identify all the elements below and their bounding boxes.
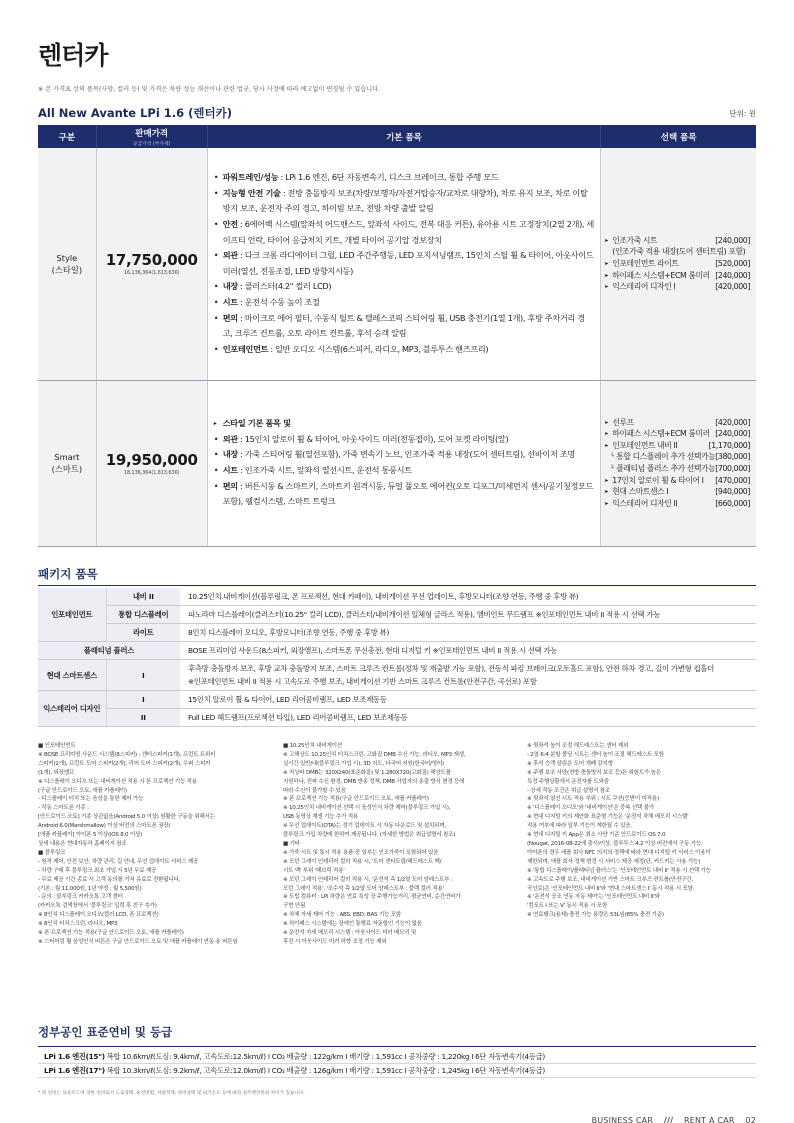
package-smartsense-desc-2: ※인포테인먼트 내비 II 적용 시 고속도로 주행 보조, 내비게이션 기반 스마트 크루즈 컨트롤(안전구간, 곡선로) 포함 (188, 677, 537, 686)
notes-column-3 (527, 742, 763, 920)
table-row-smart (38, 380, 756, 546)
note-line-2-10: ※ 무선 업데이트(OTA)는 정기 업데이트 시 자동 다운로드 및 설치되며, (283, 823, 446, 830)
note-line-2-6: 따라 수신이 불가할 수 있음 (283, 787, 346, 794)
basic-item-text: : 마이크로 에어 필터, 수동식 틸트 & 텔레스코픽 스티어링 휠, USB 충전기(1열 1개), 후방 주차거리 경고, 크루즈 컨트롤, 오토 라이트 컨트롤, 후석 승객 알림 (222, 312, 585, 339)
option-item-style-3 (605, 258, 750, 270)
basic-style (207, 148, 601, 380)
trim-style (38, 148, 96, 380)
price-smart-value: 19,950,000 (105, 450, 198, 469)
package-display-desc: 파노라마 디스플레이(클러스터(10.25" 컬러 LCD), 클러스터/내비게이션 일체형 글라스 적용), 앰비언트 무드램프 ※인포테인먼트 내비 II 적용 시 선택 가능 (180, 606, 756, 624)
header-price (96, 125, 207, 148)
basic-item-style-4 (214, 248, 595, 279)
package-platinum-name: 플래티넘 플러스 (38, 642, 180, 660)
package-smartsense-sub: I (106, 660, 180, 691)
option-name: ▸ 선루프 (612, 417, 634, 427)
package-exterior-desc-1: 15인치 알로이 휠 & 타이어, LED 리어콤비램프, LED 보조제동등 (180, 691, 756, 709)
note-line-3-6: - 상세 작동 조건은 취급 설명서 참조 (527, 787, 611, 794)
option-item-style-4 (605, 270, 750, 282)
package-row-navi2 (38, 588, 756, 606)
basic-item-label: 외관 (222, 250, 238, 261)
note-line-3-4: ※ 주행 보조 사양(전방 충돌방지 보조 등)은 위험도가 높은 (527, 769, 661, 776)
package-exterior-desc-2: Full LED 헤드램프(프로젝션 타입), LED 리어콤비램프, LED 보조제동등 (180, 709, 756, 727)
basic-item-label: 시트 (222, 296, 238, 307)
table-row-style (38, 148, 756, 380)
option-price: [520,000] (715, 258, 750, 268)
note-line-1-12: 상세 내용은 현대자동차 홈페이지 참조 (38, 840, 127, 847)
note-line-3-18: ※ '운전석 공조 연동 자동 제어'는 '인포테인먼트 내비 II'와 (527, 894, 660, 901)
basic-item-text: : 일반 오디오 시스템(6스피커, 라디오, MP3, 블루투스 핸즈프리) (268, 343, 489, 354)
note-line-2-12: ■ 기타 (283, 840, 300, 847)
package-smartsense-name: 현대 스마트센스 (38, 660, 106, 691)
note-line-2-3: 실시간 일반/내(블루링크 가입 시), 3D 지도, 다국어 지원(한국어/영어) (283, 760, 444, 767)
basic-item-smart-3 (214, 447, 595, 463)
note-line-2-9: USB 동영상 재생 기능 추가 적용 (283, 814, 359, 821)
option-name: (인조가죽 적용 내장(도어 센터트림) 포함) (612, 247, 746, 257)
note-line-1-18: - 문의 : 블루링크 카카오톡 고객 센터 (38, 894, 123, 901)
package-platinum-desc: BOSE 프리미엄 사운드(8스피커, 외장앰프), 스마트폰 무선충전, 현대 디지털 키 ※인포테인먼트 내비 II 적용 시 선택 가능 (180, 642, 756, 660)
note-line-2-1: ■ 10.25인치 내비게이션 (283, 743, 342, 749)
price-smart-sub: 18,136,364(1,813,636) (123, 470, 180, 476)
note-line-3-12: (Nougat, 2016-08-22에 출시)이상, 블루투스 4.2 이상 버전에서 구동 가능. (527, 840, 703, 847)
header-options: 선택 품목 (601, 125, 756, 148)
note-line-3-3: ※ 후석 승객 알림은 도어 개폐 감지형 (527, 760, 613, 767)
option-item-smart-2 (605, 428, 750, 440)
basic-item-style-3 (214, 217, 595, 248)
option-item-style-1 (605, 235, 750, 247)
option-price: [240,000] (715, 270, 750, 280)
option-price: [240,000] (715, 429, 750, 439)
option-price: [700,000] (715, 464, 750, 473)
basic-item-smart-2 (214, 432, 595, 448)
option-name: ▸ 인포테인먼트 라이트 (612, 258, 679, 268)
fuel-section-title: 정부공인 표준연비 및 등급 (38, 1025, 173, 1039)
basic-item-style-5 (214, 279, 595, 295)
note-line-1-7: - 디스플레이 터치 또는 음성을 통한 제어 가능 (38, 796, 144, 803)
basic-item-label: 인포테인먼트 (222, 343, 269, 354)
note-line-2-5: 지원하나, 전파 수신 환경, DMB 방송 정책, DMB 사업자의 송출 방식 변경 등에 (283, 778, 465, 785)
option-price: [1,170,000] (708, 440, 750, 450)
package-row-exterior2 (38, 709, 756, 727)
basic-item-label: 파워트레인/성능 (222, 172, 279, 183)
note-line-1-2: ※ BOSE 프리미엄 사운드 시스템(8스피커) : 센터스피커(1개), 프런트 트위터 (38, 751, 216, 758)
package-smartsense-desc-1: 후측방 충돌방지 보조, 후방 교차 충돌방지 보조, 스마트 크루즈 컨트롤(정차 및 재출발 기능 포함), 전동식 파킹 브레이크(오토홀드 포함), 안전 하차 경고, 길이 가변형 컵홀더 (188, 664, 714, 673)
note-line-1-8: - 작동 스마트폰 기종 : (38, 805, 89, 812)
model-title: All New Avante LPi 1.6 (렌터카) (38, 106, 232, 120)
basic-item-style-1 (214, 170, 595, 186)
note-line-1-19: (카카오톡 검색창에서 '블루링크' 입력 후 친구 추가) (38, 903, 157, 910)
option-name: └ 통합 디스플레이 추가 선택가능 (616, 452, 716, 462)
basic-item-label: 시트 (222, 465, 238, 475)
package-row-platinum (38, 642, 756, 660)
option-item-smart-3 (605, 440, 750, 452)
option-name: ▸ 익스테리어 디자인 I (612, 282, 676, 292)
note-line-2-2: ※ 고해상도 10.25인치 터치스크린, 고화질 DMB 수신 가능, 라디오, MP3 재생, (283, 751, 466, 758)
basic-item-style-7 (214, 311, 595, 342)
note-line-1-4: (1개), 외장앰프 (38, 769, 74, 776)
package-row-exterior1 (38, 691, 756, 709)
option-price: [380,000] (715, 452, 750, 462)
option-name: ▸ 인조가죽 시트 (612, 235, 658, 245)
note-line-1-20: ※ 8인치 디스플레이 오디오(컬러 LCD, 폰 프로젝션) (38, 912, 159, 919)
note-line-1-13: ■ 블루링크 (38, 849, 66, 856)
package-smartsense-desc (180, 660, 756, 691)
package-navi2-name: 내비 II (106, 588, 180, 606)
note-line-1-17: (기본 : 월 11,000원, 1년 약정 : 월 5,500원) (38, 885, 142, 892)
note-line-2-21: ※ 하이패스 시스템에는 장애인 통행료 자동할인 기능이 없음 (283, 921, 422, 928)
note-line-2-15: 시트 백' 부위 '패브릭 적용' (283, 867, 345, 874)
note-line-3-7: ※ 뒷좌석 열선 시트 적용 부위 : 시트 쿠션(등받이 미적용) (527, 796, 659, 803)
note-line-1-16: - 무료 제공 기간 종료 시 고객 동의를 거쳐 유료로 전환됩니다. (38, 876, 181, 883)
basic-item-smart-4 (214, 463, 595, 479)
fuel-row-17 (38, 1064, 756, 1078)
fuel-divider (38, 1046, 756, 1047)
note-line-2-19: 구현 안됨 (283, 903, 306, 910)
option-name: └ 플래티넘 플러스 추가 선택가능 (616, 464, 716, 473)
basic-item-label: 지능형 안전 기술 (222, 187, 281, 198)
note-line-3-17: 곡선로)은 '인포테인먼트 내비 II'와 '현대 스마트센스 I' 동시 적용 시 포함. (527, 885, 695, 892)
price-table-header (38, 125, 756, 148)
basic-item-smart-1 (214, 416, 595, 432)
basic-item-label: 편의 (222, 312, 238, 323)
basic-item-label: 편의 (222, 480, 238, 491)
note-line-3-9: ※ 현대 디지털 키의 제안화 표준형 기능은 '운전석 차체 메모리 시스템' (527, 814, 689, 821)
trim-smart-en: Smart (54, 452, 80, 462)
note-line-2-17: 모던 그레이 적용', '조수석 측 1/2열 도어 암레스트부 : 블랙 컬러 적용' (283, 885, 444, 892)
trim-style-en: Style (56, 252, 78, 263)
basic-item-style-6 (214, 295, 595, 311)
basic-item-text: : 버튼시동 & 스마트키, 스마트키 원격시동, 듀얼 풀오토 에어컨(오토 디포그/미세먼지 센서/공기청정모드 포함), 웰컴시스템, 스마트 트렁크 (222, 480, 594, 507)
package-exterior-name: 익스테리어 디자인 (38, 691, 106, 727)
note-line-3-8: ※ '디스플레이 오디오'와 '내비게이션'은 중복 선택 불가 (527, 805, 654, 812)
basic-item-text: : 클러스터(4.2" 컬러 LCD) (237, 281, 332, 292)
page-title: 렌터카 (38, 41, 108, 70)
price-style-value: 17,750,000 (105, 251, 198, 270)
note-line-1-1: ■ 인포테인먼트 (38, 743, 76, 749)
price-smart (96, 380, 207, 546)
note-line-2-20: ※ 차체 자세 제어 기능 : ABS, EBD, BAS 기능 포함 (283, 912, 402, 919)
basic-item-label: 안전 (222, 218, 238, 229)
note-line-3-2: - 2열 6:4 분할 폴딩 시트는 센터 높이 조절 헤드레스트 포함 (527, 751, 664, 758)
basic-item-style-8 (214, 342, 595, 358)
package-navi2-desc: 10.25인치 내비게이션(블루링크, 폰 프로젝션, 현대 카페이), 내비게이션 무선 업데이트, 후방모니터(조향 연동, 주행 중 후방 뷰) (180, 588, 756, 606)
note-line-1-22: ※ 폰 프로젝션 기능 적용(구글 안드로이드 오토, 애플 카플레이) (38, 930, 184, 937)
trim-smart-ko: (스마트) (51, 464, 83, 474)
package-light-desc: 8인치 디스플레이 오디오, 후방모니터(조향 연동, 주행 중 후방 뷰) (180, 624, 756, 642)
note-line-2-22: ※ 운전석 자세 메모리 시스템 : 아웃사이드 미러 메모리 및 (283, 930, 417, 937)
note-line-1-9: [안드로이드 오토] 기종 상관없음(Android 5.0 이상) 원활한 구동을 위해서는 (38, 814, 215, 821)
option-item-style-5 (605, 281, 750, 293)
price-table (38, 125, 756, 547)
basic-item-text: : LPi 1.6 엔진, 6단 자동변속기, 디스크 브레이크, 통합 주행 모드 (278, 172, 499, 183)
header-basic: 기본 품목 (207, 125, 601, 148)
note-line-1-14: - 원격 제어, 안전 보안, 차량 관리, 길 안내, 무선 업데이트 서비스 제공 (38, 858, 199, 865)
note-line-3-11: ※ 현대 디지털 키 App은 최소 사양 기준 안드로이드 OS 7.0 (527, 832, 666, 839)
option-item-style-2 (605, 246, 750, 258)
basic-item-label: 스타일 기본 품목 및 (222, 418, 291, 429)
option-price: [240,000] (715, 235, 750, 245)
option-list-smart (605, 417, 750, 510)
basic-item-style-2 (214, 186, 595, 217)
fuel-row-15-label: LPi 1.6 엔진(15") (44, 1052, 105, 1061)
fuel-row-15 (38, 1050, 756, 1064)
basic-item-label: 내장 (222, 449, 238, 460)
option-item-smart-5 (605, 463, 750, 475)
option-name: ▸ 익스테리어 디자인 II (612, 498, 678, 508)
note-line-1-11: [애플 카플레이] 아이폰 5 이상(iOS 8.0 이상) (38, 832, 143, 839)
note-line-1-15: - 차량 구매 후 블루링크 최초 가입 시 5년 무료 제공 (38, 867, 157, 874)
note-line-1-6: (구글 안드로이드 오토, 애플 카플레이) (38, 787, 127, 794)
basic-item-text: : 운전석 수동 높이 조절 (237, 296, 320, 307)
note-line-3-13: 아이폰의 경우 애플 회사 NFC 의지의 정책에 따라 현대 디지털 키 서비스 이용이 (527, 849, 711, 856)
note-line-2-18: ※ 트립 컴퓨터 : LPi 차량은 연료 특성 상 주행가능거리, 평균연비, 순간연비가 (283, 894, 461, 901)
notes-column-1 (38, 742, 274, 947)
option-list-style (605, 235, 750, 293)
header-trim: 구분 (38, 125, 96, 148)
footer-separator: /// (663, 1116, 674, 1123)
package-divider (38, 585, 756, 586)
option-item-smart-8 (605, 498, 750, 510)
options-smart (601, 380, 756, 546)
note-line-2-7: ※ 폰 프로젝션 기능 적용(구글 안드로이드 오토, 애플 카플레이) (283, 796, 429, 803)
note-line-2-11: 블루링크 가입 차량에 한하여 제공됩니다. (자세한 방법은 취급설명서 참조) (283, 832, 456, 839)
basic-item-text: : 전방 충돌방지 보조(차량/보행자/자전거탑승자/교차로 대향차), 차로 유지 보조, 차로 이탈방지 보조, 운전자 주의 경고, 하이빔 보조, 전방 차량 출발 알림 (222, 187, 588, 214)
package-row-light (38, 624, 756, 642)
header-price-sub: 공급가격 (부가세) (132, 141, 171, 147)
unit-label: 단위: 원 (729, 109, 756, 118)
package-section-title: 패키지 품목 (38, 567, 98, 581)
footer-business-car: BUSINESS CAR (591, 1116, 654, 1123)
package-table (38, 588, 756, 727)
trim-style-ko: (스타일) (51, 264, 83, 275)
option-price: [940,000] (715, 487, 750, 497)
note-line-2-8: ※ 10.25인치 내비게이션 선택 시 음성인식 차량 제어(블루링크 가입 시), (283, 805, 451, 812)
option-price: [420,000] (715, 282, 750, 292)
option-name: ▸ 17인치 알로이 휠 & 타이어 I (612, 475, 704, 485)
package-display-name: 통합 디스플레이 (106, 606, 180, 624)
note-line-3-19: '컴포트 I 또는 V' 동시 적용 시 포함 (527, 903, 608, 910)
package-infotainment: 인포테인먼트 (38, 588, 106, 642)
basic-item-text: : 15인치 알로이 휠 & 타이어, 아웃사이드 미러(전동접이), 도어 포켓 라이팅(앞) (237, 433, 509, 444)
basic-list-smart (214, 416, 595, 510)
package-exterior-sub-1: I (106, 691, 180, 709)
price-style-sub: 16,136,364(1,613,636) (123, 271, 180, 277)
option-name: ▸ 하이패스 시스템+ECM 룸미러 (612, 429, 710, 439)
basic-item-text: : 6에어백 시스템(앞좌석 어드밴스드, 앞좌석 사이드, 전복 대응 커튼), 유아용 시트 고정장치(2열 2개), 세이프티 언락, 타이어 응급처치 키트, 개별 타이어 공기압 경보장치 (222, 218, 594, 245)
option-price: [660,000] (715, 498, 750, 508)
note-line-3-15: ※ '통합 디스플레이/플래티넘 플러스'는 '인포테인먼트 내비 II' 적용 시 선택 가능 (527, 867, 711, 874)
note-line-2-4: ※ 지상파 DMB는 320X240(표준화질) 및 1,280X720(고화질) 해상도를 (283, 769, 451, 776)
note-line-1-21: ※ 8인치 터치스크린, 라디오, MP3 (38, 921, 118, 928)
note-line-1-5: ※ 디스플레이 오디오 또는 내비게이션 적용 시 폰 프로젝션 기능 적용 (38, 778, 197, 785)
options-style (601, 148, 756, 380)
option-item-smart-4 (605, 451, 750, 463)
trim-smart (38, 380, 96, 546)
basic-item-text: : 인조가죽 시트, 앞좌석 열선시트, 운전석 통풍시트 (237, 465, 412, 475)
basic-item-label: 외관 (222, 433, 238, 444)
option-item-smart-7 (605, 486, 750, 498)
basic-item-text: : 가죽 스티어링 휠(열선포함), 가죽 변속기 노브, 인조가죽 적용 내장(도어 센터트림), 선바이저 조명 (237, 449, 575, 460)
option-name: ▸ 현대 스마트센스 I (612, 487, 669, 497)
basic-item-label: 내장 (222, 281, 238, 292)
note-line-3-5: 특정 주행상황에서 운전자를 도와줌 (527, 778, 609, 785)
option-name: ▸ 인포테인먼트 내비 II (612, 440, 678, 450)
basic-list-style (214, 170, 595, 357)
note-line-1-23: ※ 스티어링 휠 음성인식 버튼은 구글 안드로이드 오토 및 애플 카플레이 연동 용 버튼임 (38, 938, 238, 945)
note-line-2-13: ※ 가죽 시트 및 통시 적용 용품 중 일부는 인조가죽이 포함되어 있음 (283, 849, 439, 856)
package-exterior-sub-2: II (106, 709, 180, 727)
note-line-1-10: Android 6.0(Marshmallow) 이상 버전의 스마트폰 권장/ (38, 823, 171, 830)
option-item-smart-6 (605, 475, 750, 487)
note-line-1-3: 스피커(2개), 프런트 도어 스피커(2개), 리어 도어 스피커(2개), 우퍼 스피커 (38, 760, 211, 767)
fuel-row-17-label: LPi 1.6 엔진(17") (44, 1066, 105, 1075)
basic-smart (207, 380, 601, 546)
package-row-display (38, 606, 756, 624)
fuel-note: * 위 연비는 표준모드에 의한 연비로서 도로상태, 운전방법, 차량적재, 정비상태 및 외기온도 등에 따라 실주행연비와 차이가 있습니다. (38, 1091, 305, 1096)
note-line-2-23: 후진 시 아웃사이드 미러 하향 조정 기능 제외 (283, 938, 387, 945)
basic-item-text: : 다크 크롬 라디에이터 그릴, LED 주간주행등, LED 포지셔닝램프, 15인치 스틸 휠 & 타이어, 아웃사이드 미러(열선, 전동조절, LED 방향지시등) (222, 250, 594, 276)
option-item-smart-1 (605, 417, 750, 429)
fuel-row-17-text: 복합 10.3km/ℓ(도심: 9.2km/ℓ, 고속도로:12.0km/ℓ) I CO₂ 배출량 : 126g/km I 배기량 : 1,591cc I 공차중량 : 1,245kg I 6단 자동변속기(4등급) (104, 1066, 545, 1075)
note-line-2-16: ※ 모던 그레이 인테리어 컬러 적용 시, '운전석 측 1/2열 도어 암레스트부 : (283, 876, 453, 883)
note-line-3-20: ※ 연료탱크(용제) 충전 가능 용량은 53L임(85% 충전 기준) (527, 912, 664, 919)
note-line-3-16: ※ 고속도로 주행 보조, 내비게이션 기반 스마트 크루즈 컨트롤(안전구간, (527, 876, 693, 883)
package-light-name: 라이트 (106, 624, 180, 642)
price-style (96, 148, 207, 380)
note-line-2-14: ※ 모던 그레이 인테리어 컬러 적용 시, '도어 센터트림/헤드레스트 백/ (283, 858, 442, 865)
package-row-smartsense (38, 660, 756, 691)
option-price: [420,000] (715, 417, 750, 427)
notes-column-2 (283, 742, 519, 947)
footer-rent-a-car: RENT A CAR (683, 1116, 735, 1123)
option-price: [470,000] (715, 475, 750, 485)
footer-page-number: 02 (745, 1116, 756, 1123)
price-notice: ※ 본 가격표 상의 품목(사양, 컬러 등) 및 가격은 차량 성능 개선이나 관련 법규, 당사 사정에 따라 예고없이 변경될 수 있습니다. (38, 86, 381, 93)
basic-item-smart-5 (214, 479, 595, 510)
note-line-3-1: ※ 뒷좌석 높이 조절 헤드레스트는 센터 제외 (527, 743, 629, 749)
note-line-3-14: 제한되며, 애플 회사 정책 변경 시 서비스 제공 예정(단, 카드키는 사용 가능) (527, 858, 701, 865)
fuel-row-15-text: 복합 10.6km/ℓ(도심: 9.4km/ℓ, 고속도로:12.5km/ℓ) I CO₂ 배출량 : 122g/km I 배기량 : 1,591cc I 공차중량 : 1,220kg I 6단 자동변속기(4등급) (104, 1052, 545, 1061)
header-price-label: 판매가격 (135, 128, 169, 139)
note-line-3-10: 적용 여부에 따라 일부 기능이 제한될 수 있음. (527, 823, 632, 830)
option-name: ▸ 하이패스 시스템+ECM 룸미러 (612, 270, 710, 280)
page-footer (584, 1116, 756, 1123)
